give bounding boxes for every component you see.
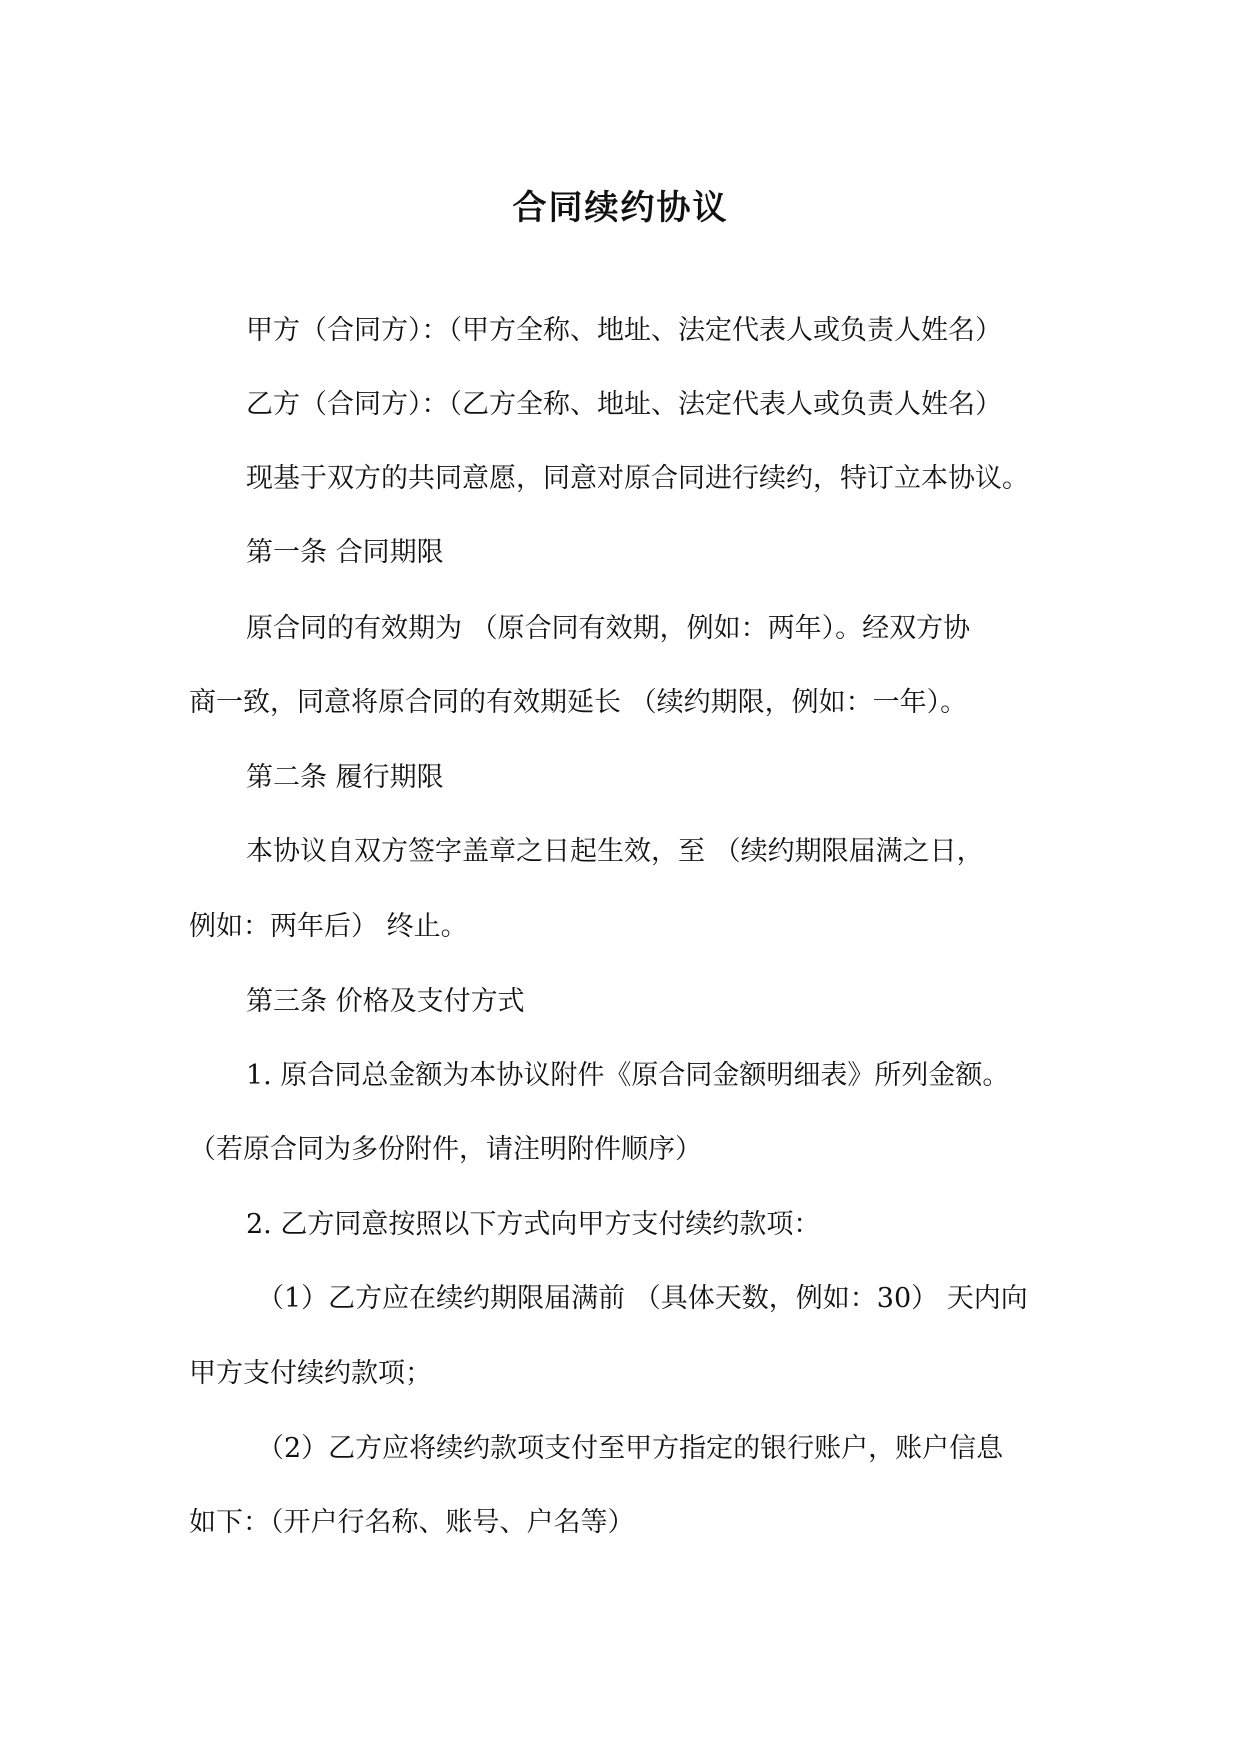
article-3-item-2-line: （2）乙方应将续约款项支付至甲方指定的银行账户，账户信息 (257, 1433, 1004, 1464)
article-3-clause-1-line: 1. 原合同总金额为本协议附件《原合同金额明细表》所列金额。 (246, 1060, 1010, 1091)
document-title: 合同续约协议 (512, 188, 729, 228)
article-2-text-line: 本协议自双方签字盖章之日起生效，至 （续约期限届满之日， (246, 836, 984, 867)
article-3-clause-1-line: （若原合同为多份附件，请注明附件顺序） (189, 1134, 702, 1165)
article-3-item-1-line: （1）乙方应在续约期限届满前 （具体天数，例如：30） 天内向 (257, 1283, 1028, 1314)
article-2-text-line: 例如：两年后） 终止。 (189, 911, 468, 942)
article-3-item-2-line: 如下：（开户行名称、账号、户名等） (189, 1507, 635, 1538)
article-1-text-line: 商一致，同意将原合同的有效期延长 （续约期限，例如：一年）。 (189, 687, 968, 718)
article-3-clause-2-line: 2. 乙方同意按照以下方式向甲方支付续约款项： (246, 1209, 821, 1240)
article-3-item-1-line: 甲方支付续约款项； (189, 1358, 432, 1389)
party-a-line: 甲方（合同方）：（甲方全称、地址、法定代表人或负责人姓名） (246, 315, 1002, 346)
party-b-line: 乙方（合同方）：（乙方全称、地址、法定代表人或负责人姓名） (246, 389, 1002, 420)
article-3-heading: 第三条 价格及支付方式 (246, 986, 525, 1017)
article-2-heading: 第二条 履行期限 (246, 762, 444, 793)
preamble-line: 现基于双方的共同意愿，同意对原合同进行续约，特订立本协议。 (246, 463, 1029, 494)
article-1-heading: 第一条 合同期限 (246, 537, 444, 568)
article-1-text-line: 原合同的有效期为 （原合同有效期，例如：两年）。经双方协 (246, 613, 971, 644)
